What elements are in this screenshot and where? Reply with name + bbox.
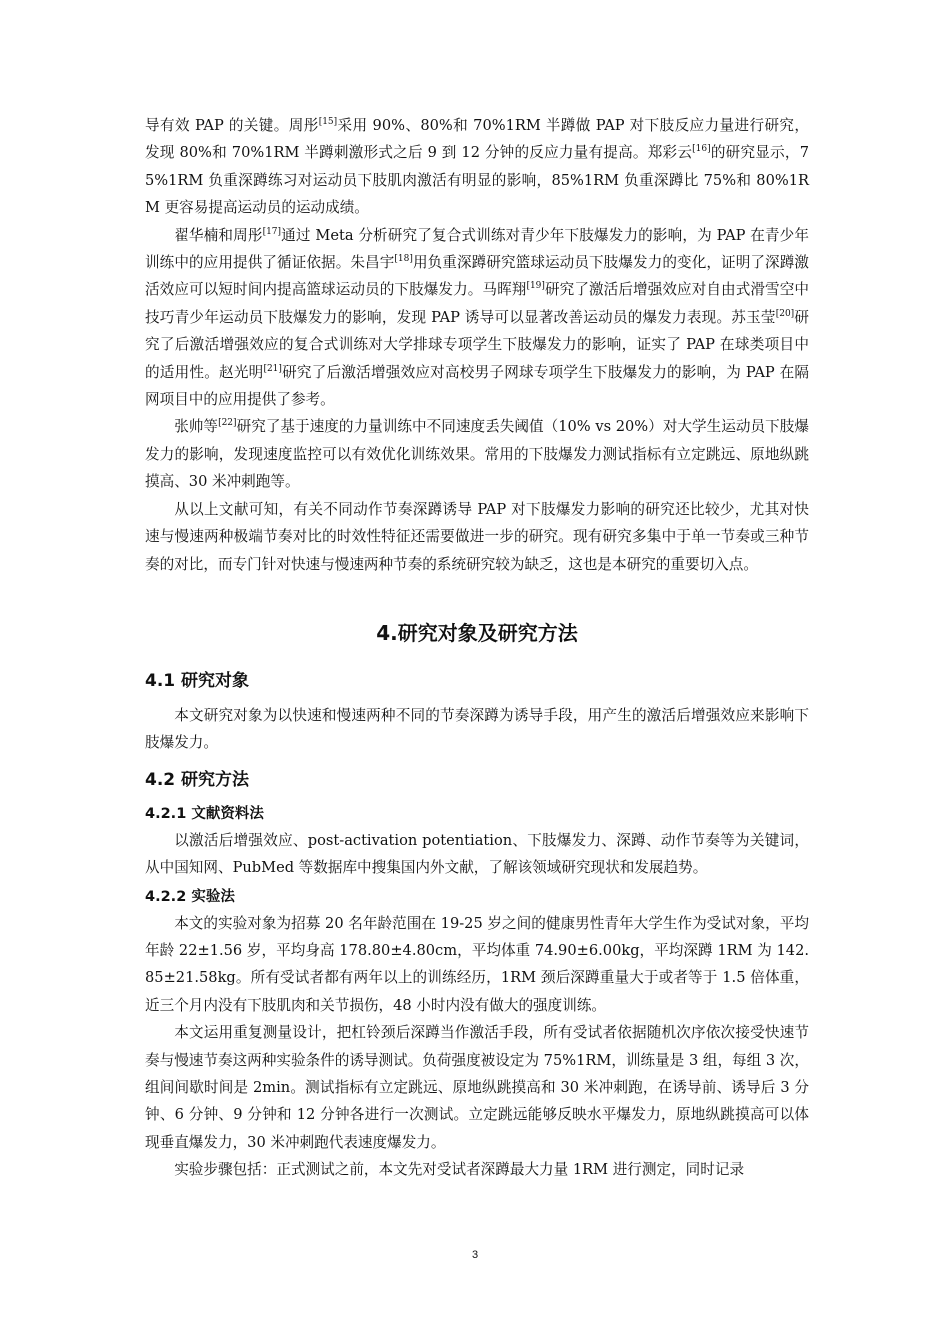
- paragraph-4: 从以上文献可知，有关不同动作节奏深蹲诱导 PAP 对下肢爆发力影响的研究还比较少，尤其对快速与慢速两种极端节奏对比的时效性特征还需要做进一步的研究。现有研究多集中于单一节奏或三种节奏的对比，而专门针对快速与慢速两种节奏的系统研究较为缺乏，这也是本研究的重要切入点。: [145, 500, 809, 573]
- paragraph-3: 张帅等[22]研究了基于速度的力量训练中不同速度丢失阈值（10% vs 20%）对大学生运动员下肢爆发力的影响，发现速度监控可以有效优化训练效果。常用的下肢爆发力测试指标有立定跳远、原地纵跳摸高、30 米冲刺跑等。: [145, 418, 809, 491]
- paragraph-5: 本文研究对象为以快速和慢速两种不同的节奏深蹲为诱导手段，用产生的激活后增强效应来影响下肢爆发力。: [145, 706, 809, 752]
- page-number: 3: [471, 1249, 479, 1261]
- subsubsection-heading-4-2-2: 4.2.2 实验法: [145, 888, 235, 905]
- paragraph-9: 实验步骤包括：正式测试之前，本文先对受试者深蹲最大力量 1RM 进行测定，同时记录: [174, 1161, 745, 1179]
- paragraph-2: 翟华楠和周彤[17]通过 Meta 分析研究了复合式训练对青少年下肢爆发力的影响，为 PAP 在青少年训练中的应用提供了循证依据。朱昌宇[18]用负重深蹲研究篮球运动员下肢爆发力的变化，证明了深蹲激活效应可以短时间内提高篮球运动员的下肢爆发力。马晖翔[19]研究了激活后增强效应对自由式滑雪空中技巧青少年运动员下肢爆发力的影响，发现 PAP 诱导可以显著改善运动员的爆发力表现。苏玉莹[20]研究了后激活增强效应的复合式训练对大学排球专项学生下肢爆发力的影响，证实了 PAP 在球类项目中的适用性。赵光明[21]研究了后激活增强效应对高校男子网球专项学生下肢爆发力的影响，为 PAP 在隔网项目中的应用提供了参考。: [145, 226, 809, 409]
- subsection-heading-4-2: 4.2 研究方法: [145, 769, 250, 790]
- paragraph-8: 本文运用重复测量设计，把杠铃颈后深蹲当作激活手段，所有受试者依据随机次序依次接受快速节奏与慢速节奏这两种实验条件的诱导测试。负荷强度被设定为 75%1RM，训练量是 3 组，每组 3 次，组间间歇时间是 2min。测试指标有立定跳远、原地纵跳摸高和 30 米冲刺跑，在诱导前、诱导后 3 分钟、6 分钟、9 分钟和 12 分钟各进行一次测试。立定跳远能够反映水平爆发力，原地纵跳摸高可以体现垂直爆发力，30 米冲刺跑代表速度爆发力。: [145, 1024, 809, 1151]
- page-content: [145, 112, 809, 1184]
- paragraph-1: 导有效 PAP 的关键。周彤[15]采用 90%、80%和 70%1RM 半蹲做 PAP 对下肢反应力量进行研究，发现 80%和 70%1RM 半蹲刺激形式之后 9 到 12 分钟的反应力量有提高。郑彩云[16]的研究显示，75%1RM 负重深蹲练习对运动员下肢肌肉激活有明显的影响，85%1RM 负重深蹲比 75%和 80%1RM 更容易提高运动员的运动成绩。: [145, 117, 809, 217]
- paragraph-7: 本文的实验对象为招募 20 名年龄范围在 19-25 岁之间的健康男性青年大学生作为受试对象，平均年龄 22±1.56 岁，平均身高 178.80±4.80cm，平均体重 74.90±6.00kg，平均深蹲 1RM 为 142.85±21.58kg。所有受试者都有两年以上的训练经历，1RM 颈后深蹲重量大于或者等于 1.5 倍体重，近三个月内没有下肢肌肉和关节损伤，48 小时内没有做大的强度训练。: [145, 914, 809, 1014]
- section-heading-4: 4.研究对象及研究方法: [376, 620, 578, 645]
- paragraph-6: 以激活后增强效应、post-activation potentiation、下肢爆发力、深蹲、动作节奏等为关键词，从中国知网、PubMed 等数据库中搜集国内外文献，了解该领域研究现状和发展趋势。: [145, 831, 809, 877]
- subsection-heading-4-1: 4.1 研究对象: [145, 670, 250, 691]
- subsubsection-heading-4-2-1: 4.2.1 文献资料法: [145, 805, 264, 822]
